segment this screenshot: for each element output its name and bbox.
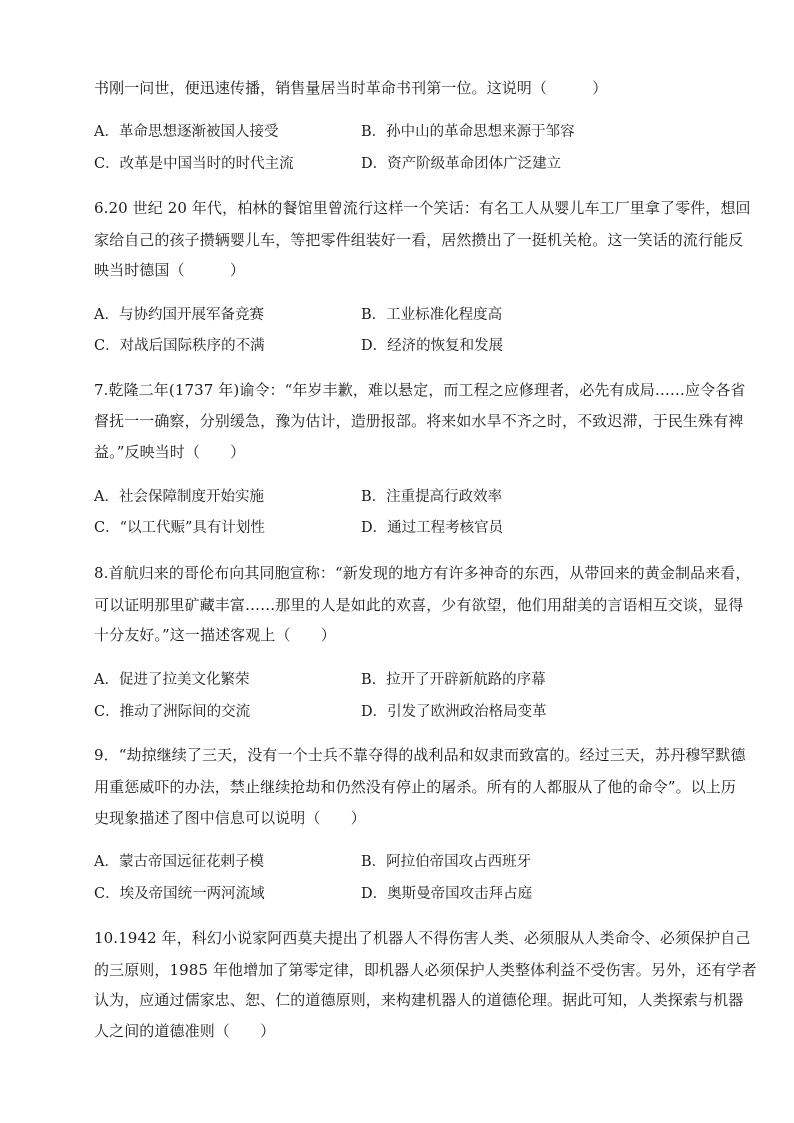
q8-option-b[interactable]: B．拉开了开辟新航路的序幕: [361, 672, 546, 688]
q8-option-c[interactable]: C．推动了洲际间的交流: [94, 704, 251, 720]
q10-stem-line-4: 人之间的道德准则（ ）: [94, 1022, 276, 1040]
q6-option-d[interactable]: D．经济的恢复和发展: [361, 338, 504, 354]
q7-option-c[interactable]: C．“以工代赈”具有计划性: [94, 520, 265, 536]
q9-option-d[interactable]: D．奥斯曼帝国攻击拜占庭: [361, 886, 533, 902]
q7-option-d[interactable]: D．通过工程考核官员: [361, 520, 504, 536]
q6-option-a[interactable]: A．与协约国开展军备竞赛: [94, 307, 264, 323]
q6-stem-line-3: 映当时德国（ ）: [94, 261, 246, 279]
q5-option-a[interactable]: A．革命思想逐渐被国人接受: [94, 124, 279, 140]
q5-option-d[interactable]: D．资产阶级革命团体广泛建立: [361, 156, 562, 172]
q5-stem-line-1: 书刚一问世，便迅速传播，销售量居当时革命书刊第一位。这说明（ ）: [94, 79, 608, 97]
q9-stem-line-1: 9．“劫掠继续了三天，没有一个士兵不靠夺得的战利品和奴隶而致富的。经过三天，苏丹穆罕默德: [94, 746, 746, 764]
q8-stem-line-2: 可以证明那里矿藏丰富……那里的人是如此的欢喜，少有欲望，他们用甜美的言语相互交谈，显得: [94, 596, 744, 614]
q10-stem-line-2: 的三原则，1985 年他增加了第零定律，即机器人必须保护人类整体利益不受伤害。另外，还有学者: [94, 961, 757, 979]
q6-option-c[interactable]: C．对战后国际秩序的不满: [94, 338, 265, 354]
q9-stem-line-2: 用重惩威吓的办法，禁止继续抢劫和仍然没有停止的屠杀。所有的人都服从了他的命令”。以上历: [94, 778, 736, 796]
q6-option-b[interactable]: B．工业标准化程度高: [361, 307, 503, 323]
q6-stem-line-1: 6.20 世纪 20 年代，柏林的餐馆里曾流行这样一个笑话：有名工人从婴儿车工厂里拿了零件，想回: [94, 199, 751, 217]
q7-option-b[interactable]: B．注重提高行政效率: [361, 489, 503, 505]
q8-option-a[interactable]: A．促进了拉美文化繁荣: [94, 672, 250, 688]
q7-stem-line-1: 7.乾隆二年(1737 年)谕令：“年岁丰歉，难以悬定，而工程之应修理者，必先有成局……应令各省: [94, 381, 746, 399]
q9-stem-line-3: 史现象描述了图中信息可以说明（ ）: [94, 809, 366, 827]
q9-option-b[interactable]: B．阿拉伯帝国攻占西班牙: [361, 854, 532, 870]
q5-option-c[interactable]: C．改革是中国当时的时代主流: [94, 156, 294, 172]
q10-stem-line-1: 10.1942 年，科幻小说家阿西莫夫提出了机器人不得伤害人类、必须服从人类命令、必须保护自己: [94, 929, 751, 947]
q8-option-d[interactable]: D．引发了欧洲政治格局变革: [361, 704, 547, 720]
q10-stem-line-3: 认为，应通过儒家忠、恕、仁的道德原则，来构建机器人的道德伦理。据此可知，人类探索与机器: [94, 991, 744, 1009]
q7-stem-line-2: 督抚一一确察，分别缓急，豫为估计，造册报部。将来如水旱不齐之时，不致迟滞，于民生殊有裨: [94, 412, 744, 430]
q9-option-a[interactable]: A．蒙古帝国远征花剌子模: [94, 854, 264, 870]
q5-option-b[interactable]: B．孙中山的革命思想来源于邹容: [361, 124, 575, 140]
q7-stem-line-3: 益。”反映当时（ ）: [94, 443, 246, 461]
q8-stem-line-1: 8.首航归来的哥伦布向其同胞宣称：“新发现的地方有许多神奇的东西，从带回来的黄金制品来看，: [94, 564, 751, 582]
q8-stem-line-3: 十分友好。”这一描述客观上（ ）: [94, 626, 336, 644]
q7-option-a[interactable]: A．社会保障制度开始实施: [94, 489, 264, 505]
q6-stem-line-2: 家给自己的孩子攒辆婴儿车，等把零件组装好一看，居然攒出了一挺机关枪。这一笑话的流行能反: [94, 231, 744, 249]
q9-option-c[interactable]: C．埃及帝国统一两河流域: [94, 886, 265, 902]
